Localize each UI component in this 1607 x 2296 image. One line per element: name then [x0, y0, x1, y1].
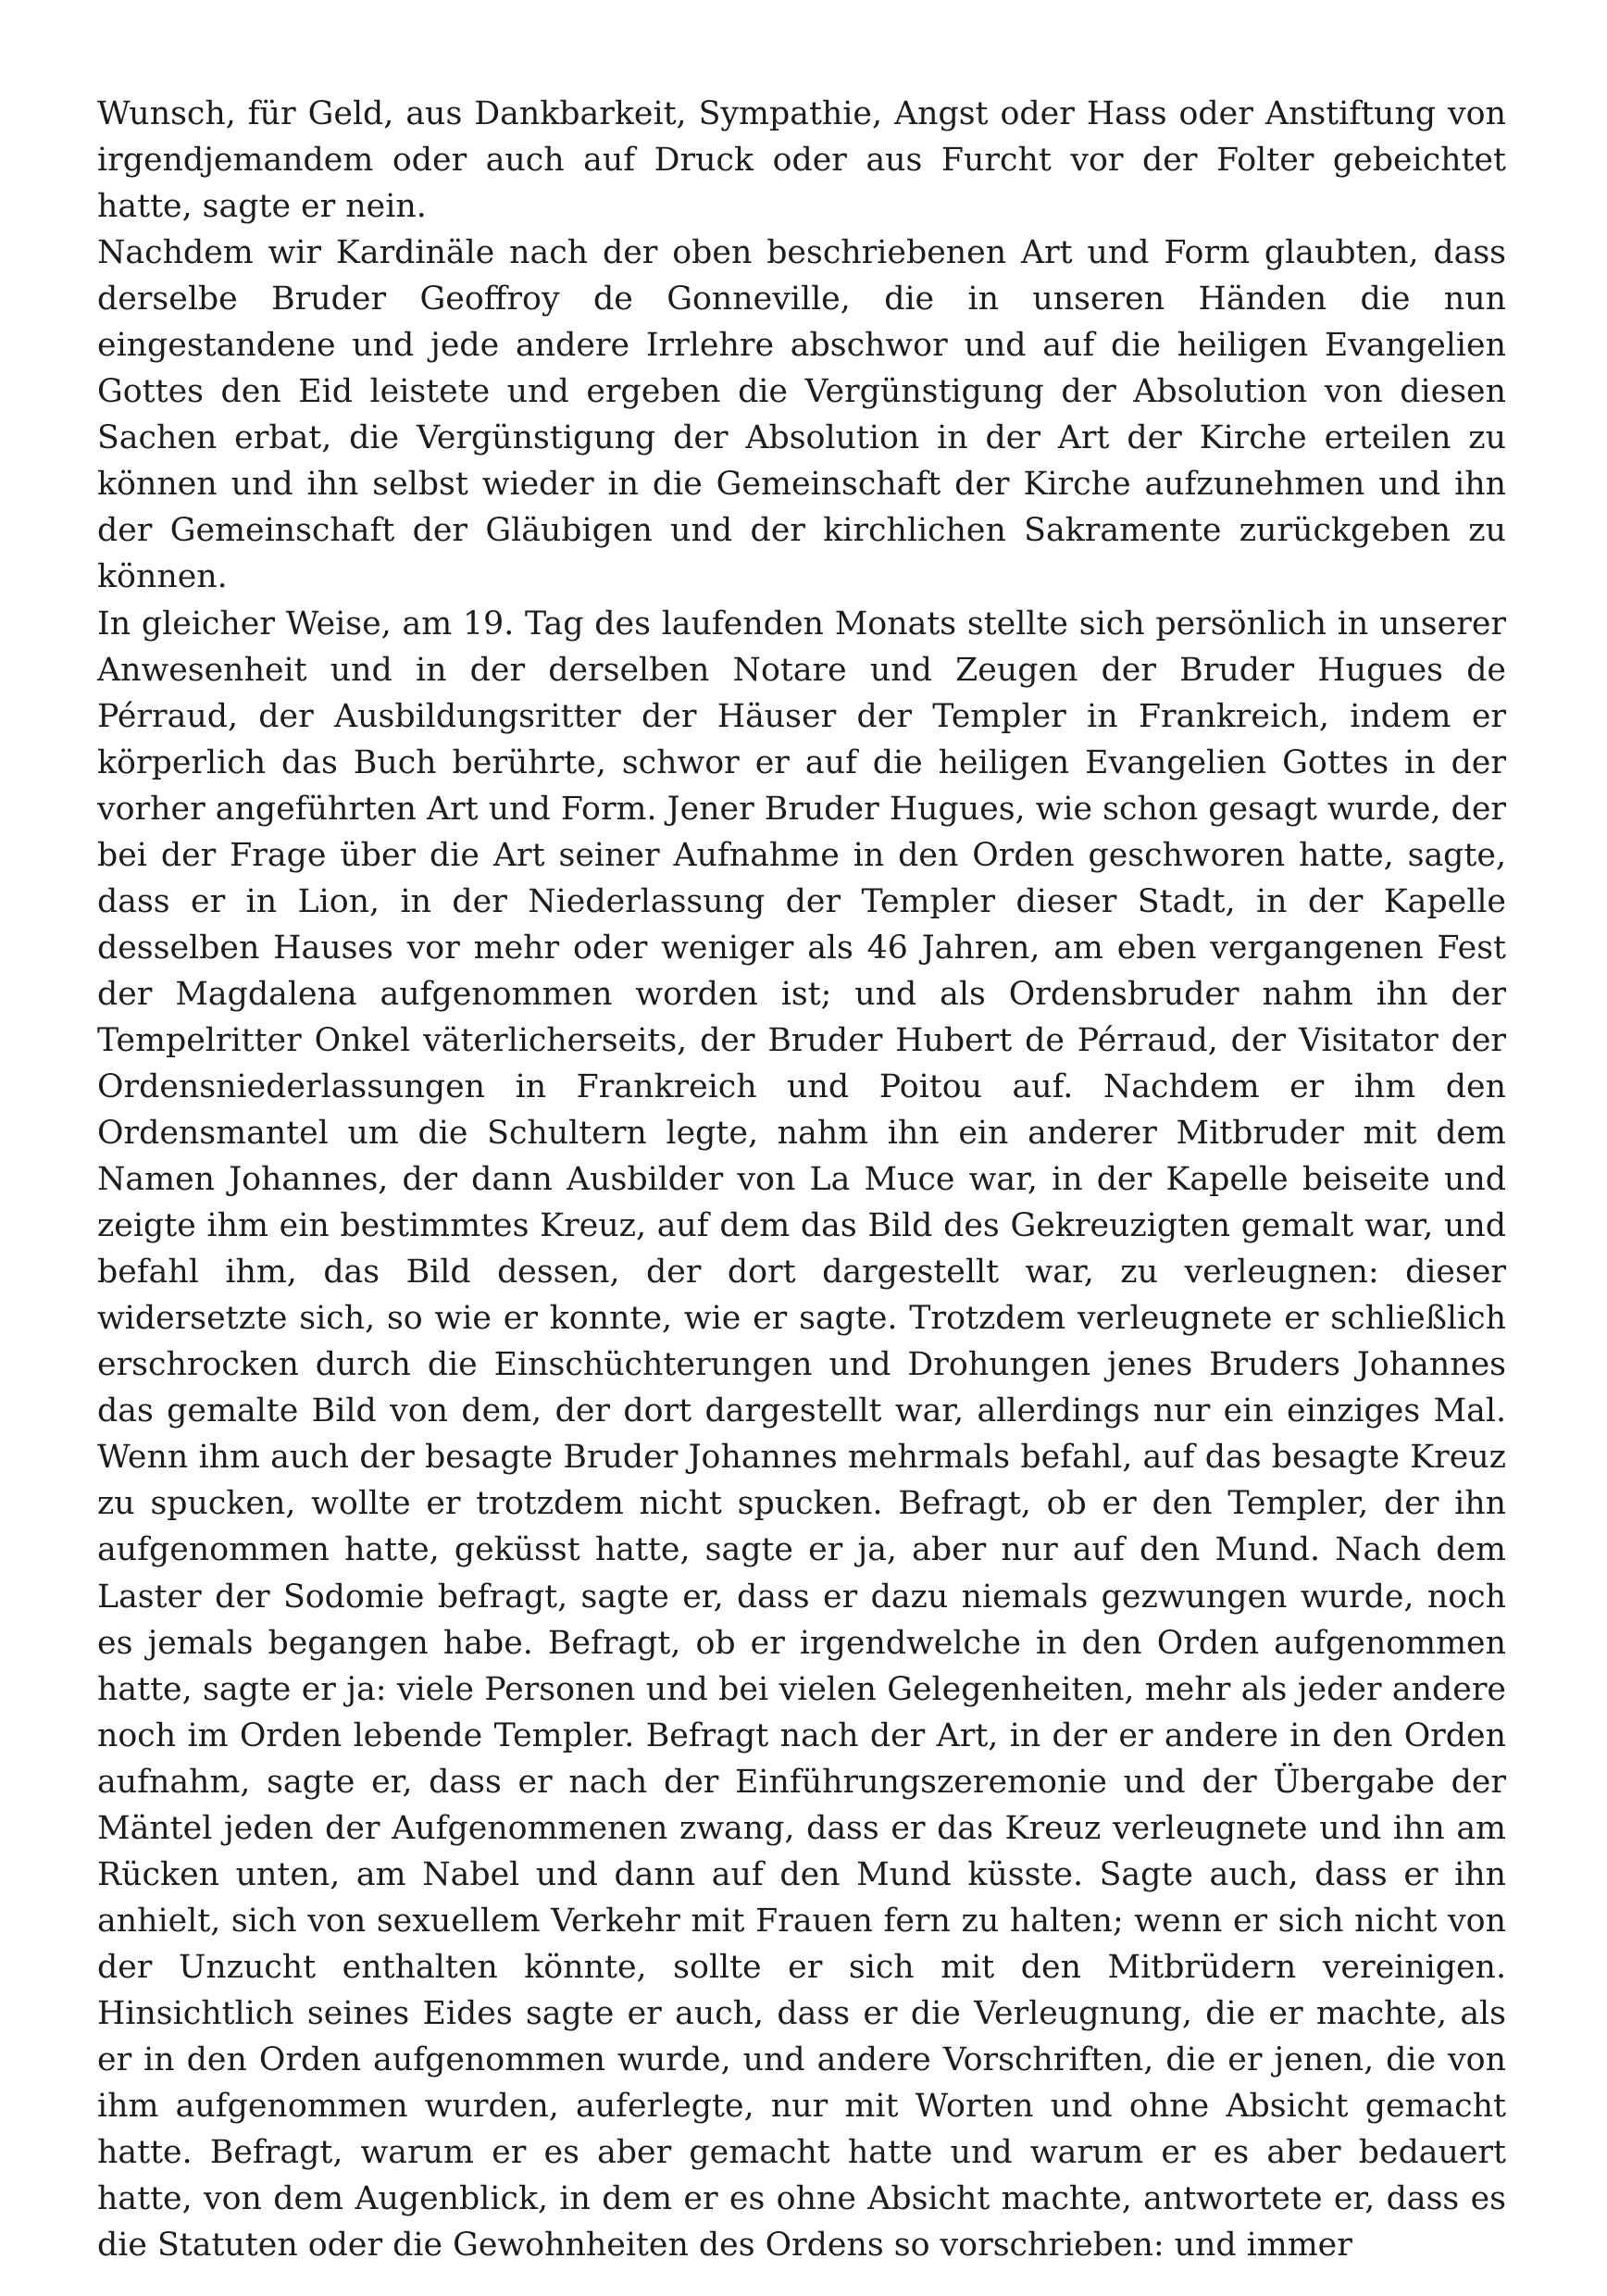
paragraph-hugues-testimony: In gleicher Weise, am 19. Tag des laufenden Monats stellte sich persönlich in unserer Anwesenheit und in der derselben Notare und Zeugen der Bruder Hugues de Pérraud, der Ausbildungsritter der Häuser der Templer in Frankreich, indem er körperlich das Buch berührte, schwor er auf die heiligen Evangelien Gottes in der vorher angeführten Art und Form. Jener Bruder Hugues, wie schon gesagt wurde, der bei der Frage über die Art seiner Aufnahme in den Orden geschworen hatte, sagte, dass er in Lion, in der Niederlassung der Templer dieser Stadt, in der Kapelle desselben Hauses vor mehr oder weniger als 46 Jahren, am eben vergangenen Fest der Magdalena aufgenommen worden ist; und als Ordensbruder nahm ihn der Tempelritter Onkel väterlicherseits, der Bruder Hubert de Pérraud, der Visitator der Ordensniederlassungen in Frankreich und Poitou auf. Nachdem er ihm den Ordensmantel um die Schultern legte, nahm ihn ein anderer Mitbruder mit dem Namen Johannes, der dann Ausbilder von La Muce war, in der Kapelle beiseite und zeigte ihm ein bestimmtes Kreuz, auf dem das Bild des Gekreuzigten gemalt war, und befahl ihm, das Bild dessen, der dort dargestellt war, zu verleugnen: dieser widersetzte sich, so wie er konnte, wie er sagte. Trotzdem verleugnete er schließlich erschrocken durch die Einschüchterungen und Drohungen jenes Bruders Johannes das gemalte Bild von dem, der dort dargestellt war, allerdings nur ein einziges Mal. Wenn ihm auch der besagte Bruder Johannes mehrmals befahl, auf das besagte Kreuz zu spucken, wollte er trotzdem nicht spucken. Befragt, ob er den Templer, der ihn aufgenommen hatte, geküsst hatte, sagte er ja, aber nur auf den Mund. Nach dem Laster der Sodomie befragt, sagte er, dass er dazu niemals gezwungen wurde, noch es jemals begangen habe. Befragt, ob er irgendwelche in den Orden aufgenommen hatte, sagte er ja: viele Personen und bei vielen Gelegenheiten, mehr als jeder andere noch im Orden lebende Templer. Befragt nach der Art, in der er andere in den Orden aufnahm, sagte er, dass er nach der Einführungszeremonie und der Übergabe der Mäntel jeden der Aufgenommenen zwang, dass er das Kreuz verleugnete und ihn am Rücken unten, am Nabel und dann auf den Mund küsste. Sagte auch, dass er ihn anhielt, sich von sexuellem Verkehr mit Frauen fern zu halten; wenn er sich nicht von der Unzucht enthalten könnte, sollte er sich mit den Mitbrüdern vereinigen. Hinsichtlich seines Eides sagte er auch, dass er die Verleugnung, die er machte, als er in den Orden aufgenommen wurde, und andere Vorschriften, die er jenen, die von ihm aufgenommen wurden, auferlegte, nur mit Worten und ohne Absicht gemacht hatte. Befragt, warum er es aber gemacht hatte und warum er es aber bedauert hatte, von dem Augenblick, in dem er es ohne Absicht machte, antwortete er, dass es die Statuten oder die Gewohnheiten des Ordens so vorschrieben: und immer [97, 605, 1506, 2265]
paragraph-continuation: Wunsch, für Geld, aus Dankbarkeit, Sympathie, Angst oder Hass oder Anstiftung von irgendjemandem oder auch auf Druck oder aus Furcht vor der Folter gebeichtet hatte, sagte er nein. [97, 95, 1506, 226]
paragraph-absolution: Nachdem wir Kardinäle nach der oben beschriebenen Art und Form glaubten, dass derselbe Bruder Geoffroy de Gonneville, die in unseren Händen die nun eingestandene und jede andere Irrlehre abschwor und auf die heiligen Evangelien Gottes den Eid leistete und ergeben die Vergünstigung der Absolution von diesen Sachen erbat, die Vergünstigung der Absolution in der Art der Kirche erteilen zu können und ihn selbst wieder in die Gemeinschaft der Kirche aufzunehmen und ihn der Gemeinschaft der Gläubigen und der kirchlichen Sakramente zurückgeben zu können. [97, 234, 1506, 596]
document-page [97, 91, 1506, 2268]
